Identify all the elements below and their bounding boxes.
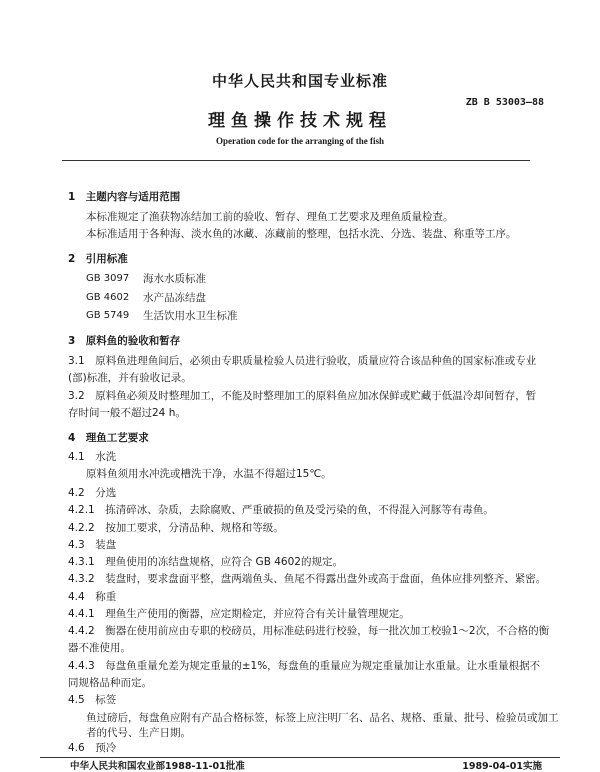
- clause-3-1-line-2: (部)标准，并有验收记录。: [68, 372, 192, 384]
- header-divider: [62, 160, 530, 161]
- clause-3-2-line-2: 存时间一般不超过24 h。: [68, 407, 186, 419]
- clause-4-5-heading: 4.5 标签: [68, 694, 117, 706]
- section-1-paragraph-1: 本标准规定了渔获物冻结加工前的验收、暂存、理鱼工艺要求及理鱼质量检查。: [86, 211, 454, 223]
- clause-4-4-2-line-1: 4.4.2 衡器在使用前应由专职的校磅员，用标准砝码进行校验，每一批次加工校验1～2次，不合格的衡: [68, 625, 550, 637]
- clause-4-3-heading: 4.3 装盘: [68, 539, 117, 551]
- clause-4-4-3-line-1: 4.4.3 每盘鱼重量允差为规定重量的±1%，每盘鱼的重量应为规定重量加让水重量。让水重量根据不: [68, 660, 541, 672]
- reference-code: GB 4602: [86, 292, 130, 303]
- issuing-authority: 中华人民共和国专业标准: [211, 72, 388, 90]
- clause-4-4-3-line-2: 同规格品种而定。: [68, 677, 152, 689]
- clause-4-2-heading: 4.2 分选: [68, 487, 117, 499]
- section-4-heading: 4 理鱼工艺要求: [68, 432, 149, 444]
- document-subtitle-english: Operation code for the arranging of the fish: [215, 136, 385, 146]
- standard-number: ZB B 53003—88: [465, 97, 544, 108]
- reference-name: 水产品冻结盘: [143, 292, 206, 304]
- clause-4-2-2: 4.2.2 按加工要求，分清品种、规格和等级。: [68, 522, 284, 534]
- clause-4-4-heading: 4.4 称重: [68, 591, 117, 603]
- clause-4-5-line-1: 鱼过磅后，每盘鱼应附有产品合格标签，标签上应注明厂名、品名、规格、重量、批号、检验员或加工: [86, 712, 559, 724]
- clause-4-6-heading: 4.6 预冷: [68, 742, 117, 754]
- clause-4-1-heading: 4.1 水洗: [68, 451, 117, 463]
- clause-4-3-2: 4.3.2 装盘时，要求盘面平整，盘两端鱼头、鱼尾不得露出盘外或高于盘面，鱼体应排列整齐、紧密。: [68, 573, 547, 585]
- clause-3-2-line-1: 3.2 原料鱼必须及时整理加工，不能及时整理加工的原料鱼应加冰保鲜或贮藏于低温冷却间暂存，暂: [68, 390, 537, 402]
- clause-4-3-1: 4.3.1 理鱼使用的冻结盘规格，应符合 GB 4602的规定。: [68, 556, 343, 568]
- reference-name: 海水水质标准: [143, 273, 206, 285]
- section-2-heading: 2 引用标准: [68, 253, 128, 265]
- section-3-heading: 3 原料鱼的验收和暂存: [68, 335, 181, 347]
- reference-code: GB 3097: [86, 273, 130, 284]
- reference-name: 生活饮用水卫生标准: [143, 310, 238, 322]
- clause-4-4-1: 4.4.1 理鱼生产使用的衡器，应定期检定，并应符合有关计量管理规定。: [68, 608, 410, 620]
- clause-4-2-1: 4.2.1 拣清碎冰、杂质，去除腐败、严重破损的鱼及受污染的鱼，不得混入河豚等有毒鱼。: [68, 504, 494, 516]
- reference-code: GB 5749: [86, 310, 130, 321]
- effective-date: 1989-04-01实施: [462, 761, 542, 772]
- section-1-heading: 1 主题内容与适用范围: [68, 191, 181, 203]
- approval-statement: 中华人民共和国农业部1988-11-01批准: [70, 761, 245, 772]
- clause-4-1-text: 原料鱼须用水冲洗或槽洗干净，水温不得超过15℃。: [86, 468, 332, 480]
- clause-4-4-2-line-2: 器不准使用。: [68, 642, 131, 654]
- document-title: 理鱼操作技术规程: [208, 111, 392, 131]
- clause-4-5-line-2: 者的代号、生产日期。: [86, 727, 191, 739]
- clause-3-1-line-1: 3.1 原料鱼进理鱼间后，必须由专职质量检验人员进行验收，质量应符合该品种鱼的国家标准或专业: [68, 355, 537, 367]
- section-1-paragraph-2: 本标准适用于各种海、淡水鱼的冰藏、冻藏前的整理，包括水洗、分选、装盘、称重等工序。: [86, 228, 517, 240]
